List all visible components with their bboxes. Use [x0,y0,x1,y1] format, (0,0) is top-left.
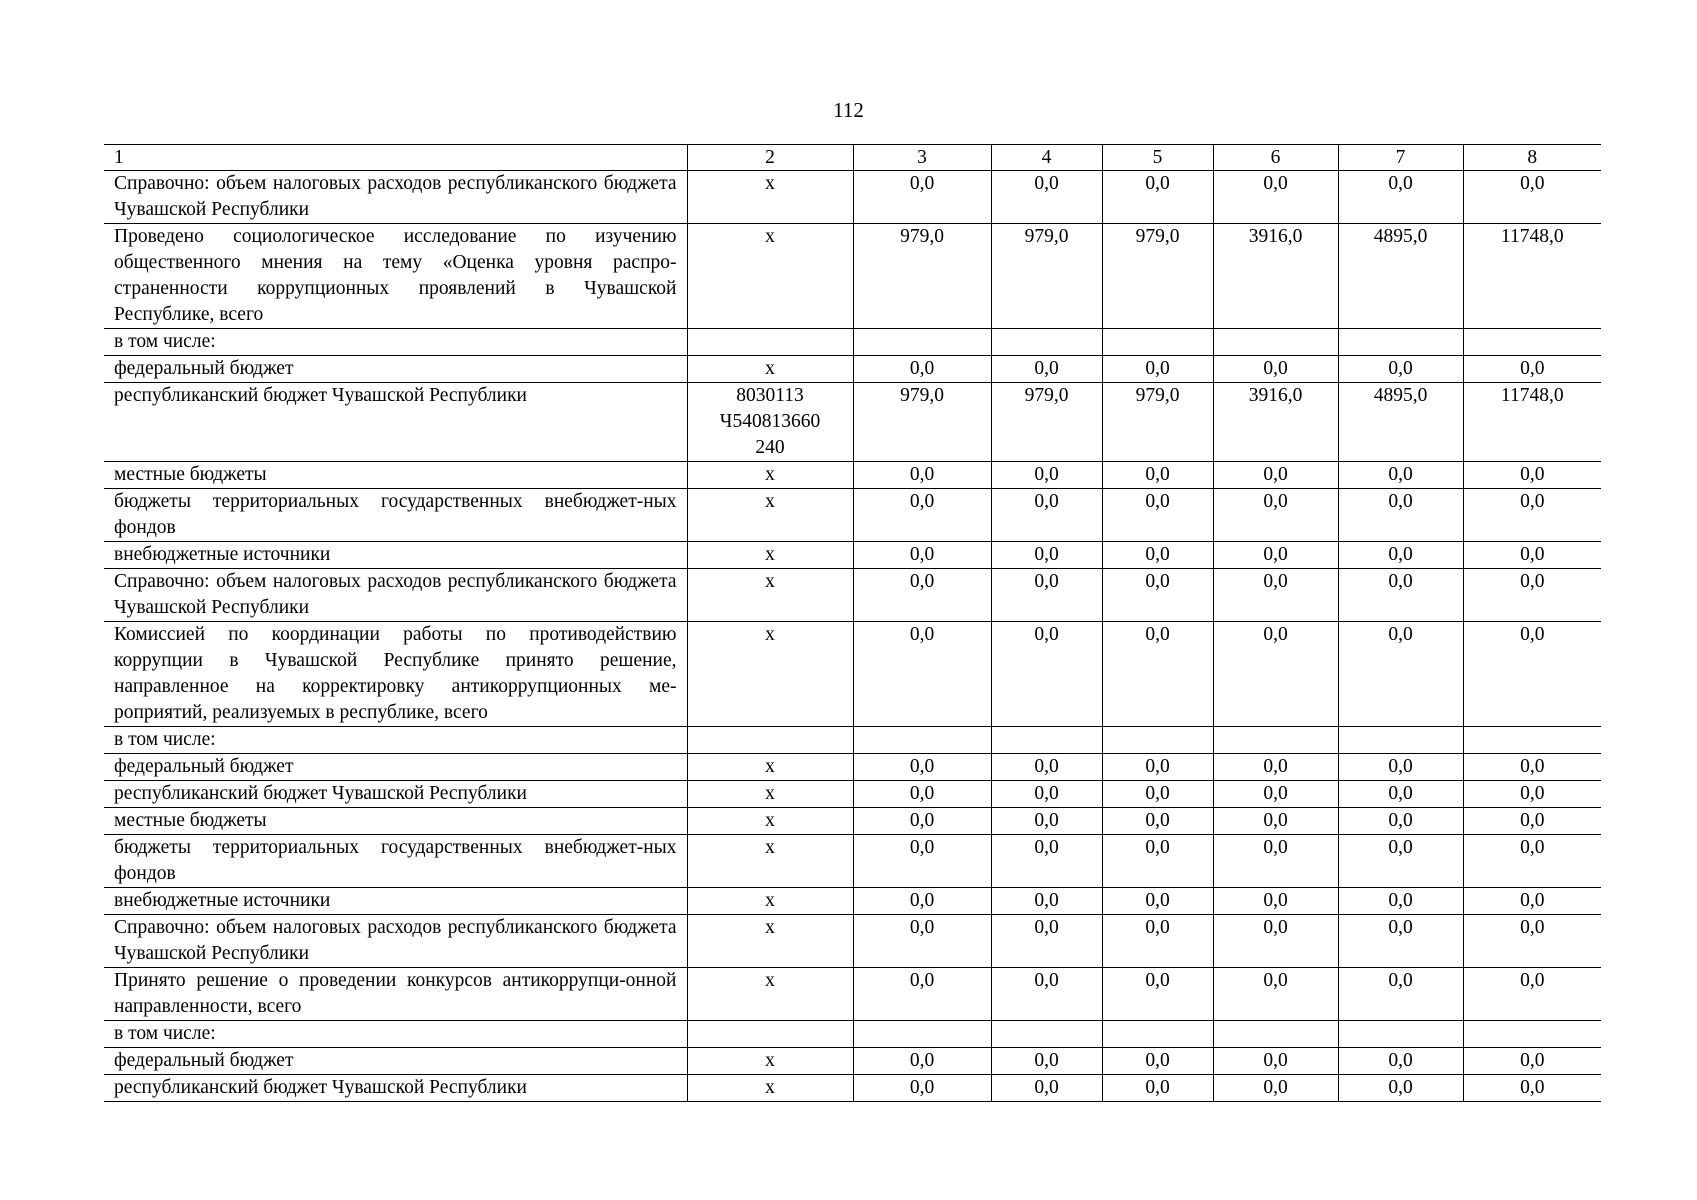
value-cell: 0,0 [853,356,991,383]
row-label: местные бюджеты [104,462,687,489]
value-cell [1338,1021,1463,1048]
value-cell: 0,0 [991,1048,1102,1075]
value-cell [1102,727,1213,754]
table-row [104,1048,1601,1075]
budget-code-cell: х [687,542,853,569]
value-cell: 0,0 [853,171,991,224]
value-cell: 0,0 [1463,171,1601,224]
value-cell: 0,0 [1213,915,1338,968]
value-cell: 0,0 [1213,781,1338,808]
row-label: республиканский бюджет Чувашской Республики [104,781,687,808]
value-cell: 0,0 [1338,462,1463,489]
value-cell: 0,0 [1213,888,1338,915]
table-row [104,622,1601,727]
table-row [104,888,1601,915]
value-cell [1102,1021,1213,1048]
value-cell: 0,0 [1338,489,1463,542]
value-cell: 0,0 [1463,781,1601,808]
row-label: в том числе: [104,1021,687,1048]
value-cell: 0,0 [1102,622,1213,727]
budget-code-cell: х [687,569,853,622]
value-cell: 0,0 [1102,171,1213,224]
value-cell: 0,0 [853,968,991,1021]
budget-code-cell: х [687,489,853,542]
value-cell: 0,0 [1102,462,1213,489]
row-label: федеральный бюджет [104,754,687,781]
budget-code-cell [687,329,853,356]
table-row [104,224,1601,329]
value-cell: 4895,0 [1338,383,1463,462]
value-cell: 0,0 [853,489,991,542]
budget-code-cell: х [687,754,853,781]
value-cell: 0,0 [853,754,991,781]
table-row [104,968,1601,1021]
row-label: федеральный бюджет [104,356,687,383]
value-cell: 979,0 [991,224,1102,329]
value-cell: 0,0 [1213,968,1338,1021]
value-cell: 0,0 [1463,1075,1601,1102]
value-cell [1463,727,1601,754]
value-cell: 0,0 [1213,1075,1338,1102]
value-cell: 979,0 [991,383,1102,462]
table-row [104,808,1601,835]
row-label: внебюджетные источники [104,888,687,915]
value-cell: 0,0 [1213,808,1338,835]
row-label: Комиссией по координации работы по противодействию коррупции в Чувашской Республике принято решение, направленное на корректировку антикоррупционных ме-роприятий, реализуемых в республике, всего [104,622,687,727]
value-cell: 0,0 [1463,542,1601,569]
value-cell [1463,329,1601,356]
row-label: бюджеты территориальных государственных внебюджет-ных фондов [104,489,687,542]
value-cell: 0,0 [853,1048,991,1075]
budget-code-cell [687,1021,853,1048]
value-cell: 0,0 [853,835,991,888]
value-cell: 0,0 [1213,622,1338,727]
value-cell: 0,0 [991,171,1102,224]
value-cell: 0,0 [1102,569,1213,622]
value-cell: 0,0 [1213,569,1338,622]
page-number: 112 [833,98,864,122]
value-cell: 0,0 [1213,835,1338,888]
budget-code-cell: х [687,171,853,224]
value-cell: 0,0 [1338,1048,1463,1075]
budget-code-cell: х [687,1075,853,1102]
table-row [104,754,1601,781]
value-cell [1102,329,1213,356]
value-cell: 0,0 [1102,808,1213,835]
value-cell: 0,0 [991,754,1102,781]
budget-code-cell: х [687,968,853,1021]
value-cell: 0,0 [1338,356,1463,383]
value-cell: 0,0 [1338,1075,1463,1102]
value-cell: 0,0 [1463,462,1601,489]
value-cell: 0,0 [991,462,1102,489]
row-label: бюджеты территориальных государственных внебюджет-ных фондов [104,835,687,888]
table-row [104,1021,1601,1048]
value-cell: 0,0 [853,808,991,835]
value-cell: 0,0 [1213,356,1338,383]
column-header: 7 [1338,145,1463,171]
value-cell: 0,0 [1463,569,1601,622]
budget-code-cell: х [687,835,853,888]
value-cell: 0,0 [1213,754,1338,781]
row-label: республиканский бюджет Чувашской Республики [104,1075,687,1102]
value-cell: 979,0 [1102,383,1213,462]
value-cell: 0,0 [1338,781,1463,808]
value-cell: 0,0 [1463,808,1601,835]
table-row [104,569,1601,622]
budget-code-cell: х [687,462,853,489]
value-cell: 0,0 [1102,542,1213,569]
row-label: Справочно: объем налоговых расходов республиканского бюджета Чувашской Республики [104,915,687,968]
table-row [104,329,1601,356]
column-header: 6 [1213,145,1338,171]
budget-table [104,144,1601,1102]
row-label: республиканский бюджет Чувашской Республики [104,383,687,462]
value-cell: 0,0 [991,808,1102,835]
value-cell: 11748,0 [1463,383,1601,462]
value-cell: 0,0 [991,569,1102,622]
value-cell: 0,0 [1213,462,1338,489]
value-cell: 3916,0 [1213,224,1338,329]
value-cell: 0,0 [1463,915,1601,968]
column-header: 4 [991,145,1102,171]
value-cell [853,329,991,356]
value-cell [853,727,991,754]
value-cell: 0,0 [1102,754,1213,781]
value-cell: 0,0 [1338,569,1463,622]
value-cell: 0,0 [1213,489,1338,542]
budget-code-cell: х [687,356,853,383]
table-row [104,356,1601,383]
value-cell [853,1021,991,1048]
value-cell: 0,0 [1463,888,1601,915]
value-cell: 0,0 [853,569,991,622]
value-cell: 0,0 [853,542,991,569]
row-label: Справочно: объем налоговых расходов республиканского бюджета Чувашской Республики [104,171,687,224]
value-cell: 0,0 [1463,754,1601,781]
row-label: в том числе: [104,329,687,356]
value-cell: 0,0 [991,835,1102,888]
value-cell: 979,0 [853,383,991,462]
value-cell: 0,0 [991,356,1102,383]
value-cell [1338,727,1463,754]
value-cell: 0,0 [1338,622,1463,727]
row-label: в том числе: [104,727,687,754]
value-cell: 0,0 [1338,542,1463,569]
value-cell [1338,329,1463,356]
budget-code-part: 8030113 [736,385,804,406]
table-row [104,462,1601,489]
value-cell: 0,0 [1102,968,1213,1021]
budget-code-cell [687,383,853,462]
table-row [104,542,1601,569]
table-row [104,835,1601,888]
budget-code-cell: х [687,1048,853,1075]
value-cell: 0,0 [853,915,991,968]
value-cell: 0,0 [1338,171,1463,224]
value-cell: 0,0 [1338,968,1463,1021]
value-cell: 979,0 [853,224,991,329]
row-label: Проведено социологическое исследование по изучению общественного мнения на тему «Оценка уровня распро-страненности коррупционных проявлений в Чувашской Республике, всего [104,224,687,329]
table-row [104,915,1601,968]
value-cell: 11748,0 [1463,224,1601,329]
value-cell: 0,0 [1338,888,1463,915]
value-cell: 0,0 [1102,1075,1213,1102]
budget-code-cell: х [687,781,853,808]
budget-code-part: 240 [755,437,785,458]
value-cell: 0,0 [1463,489,1601,542]
value-cell: 0,0 [853,622,991,727]
value-cell: 0,0 [1213,542,1338,569]
table-row [104,489,1601,542]
value-cell: 0,0 [991,622,1102,727]
column-header: 3 [853,145,991,171]
value-cell: 0,0 [991,915,1102,968]
value-cell: 0,0 [1102,489,1213,542]
budget-code-cell: х [687,888,853,915]
value-cell: 0,0 [1463,622,1601,727]
value-cell [991,727,1102,754]
value-cell: 0,0 [991,968,1102,1021]
value-cell: 0,0 [1102,915,1213,968]
value-cell: 0,0 [1213,171,1338,224]
value-cell: 0,0 [1102,781,1213,808]
value-cell: 0,0 [991,489,1102,542]
budget-code-cell: х [687,224,853,329]
value-cell: 0,0 [1338,835,1463,888]
value-cell: 0,0 [1102,888,1213,915]
row-label: Принято решение о проведении конкурсов антикоррупци-онной направленности, всего [104,968,687,1021]
table-row [104,383,1601,462]
value-cell [991,1021,1102,1048]
value-cell: 0,0 [853,462,991,489]
table-row [104,727,1601,754]
budget-code-cell: х [687,622,853,727]
budget-code-cell [687,727,853,754]
value-cell: 0,0 [991,1075,1102,1102]
table-body [104,145,1601,1102]
table-row [104,171,1601,224]
value-cell: 979,0 [1102,224,1213,329]
value-cell: 0,0 [991,542,1102,569]
value-cell [1213,329,1338,356]
value-cell: 0,0 [1463,835,1601,888]
value-cell: 0,0 [1463,356,1601,383]
value-cell: 0,0 [1463,968,1601,1021]
value-cell: 0,0 [1213,1048,1338,1075]
value-cell: 0,0 [1338,915,1463,968]
column-header: 2 [687,145,853,171]
value-cell: 0,0 [1102,1048,1213,1075]
value-cell [1213,727,1338,754]
value-cell: 0,0 [1102,835,1213,888]
value-cell: 0,0 [1338,808,1463,835]
value-cell: 0,0 [853,1075,991,1102]
table-row [104,781,1601,808]
value-cell [1213,1021,1338,1048]
row-label: федеральный бюджет [104,1048,687,1075]
column-header: 1 [104,145,687,171]
header-row [104,145,1601,171]
value-cell: 0,0 [1463,1048,1601,1075]
value-cell: 0,0 [991,781,1102,808]
value-cell [1463,1021,1601,1048]
budget-code-part: Ч540813660 [719,411,821,432]
value-cell: 4895,0 [1338,224,1463,329]
row-label: Справочно: объем налоговых расходов республиканского бюджета Чувашской Республики [104,569,687,622]
budget-code-cell: х [687,808,853,835]
value-cell: 0,0 [853,781,991,808]
column-header: 8 [1463,145,1601,171]
table-row [104,1075,1601,1102]
value-cell: 3916,0 [1213,383,1338,462]
row-label: местные бюджеты [104,808,687,835]
value-cell: 0,0 [853,888,991,915]
value-cell: 0,0 [1102,356,1213,383]
value-cell: 0,0 [991,888,1102,915]
budget-code-cell: х [687,915,853,968]
value-cell [991,329,1102,356]
value-cell: 0,0 [1338,754,1463,781]
column-header: 5 [1102,145,1213,171]
row-label: внебюджетные источники [104,542,687,569]
